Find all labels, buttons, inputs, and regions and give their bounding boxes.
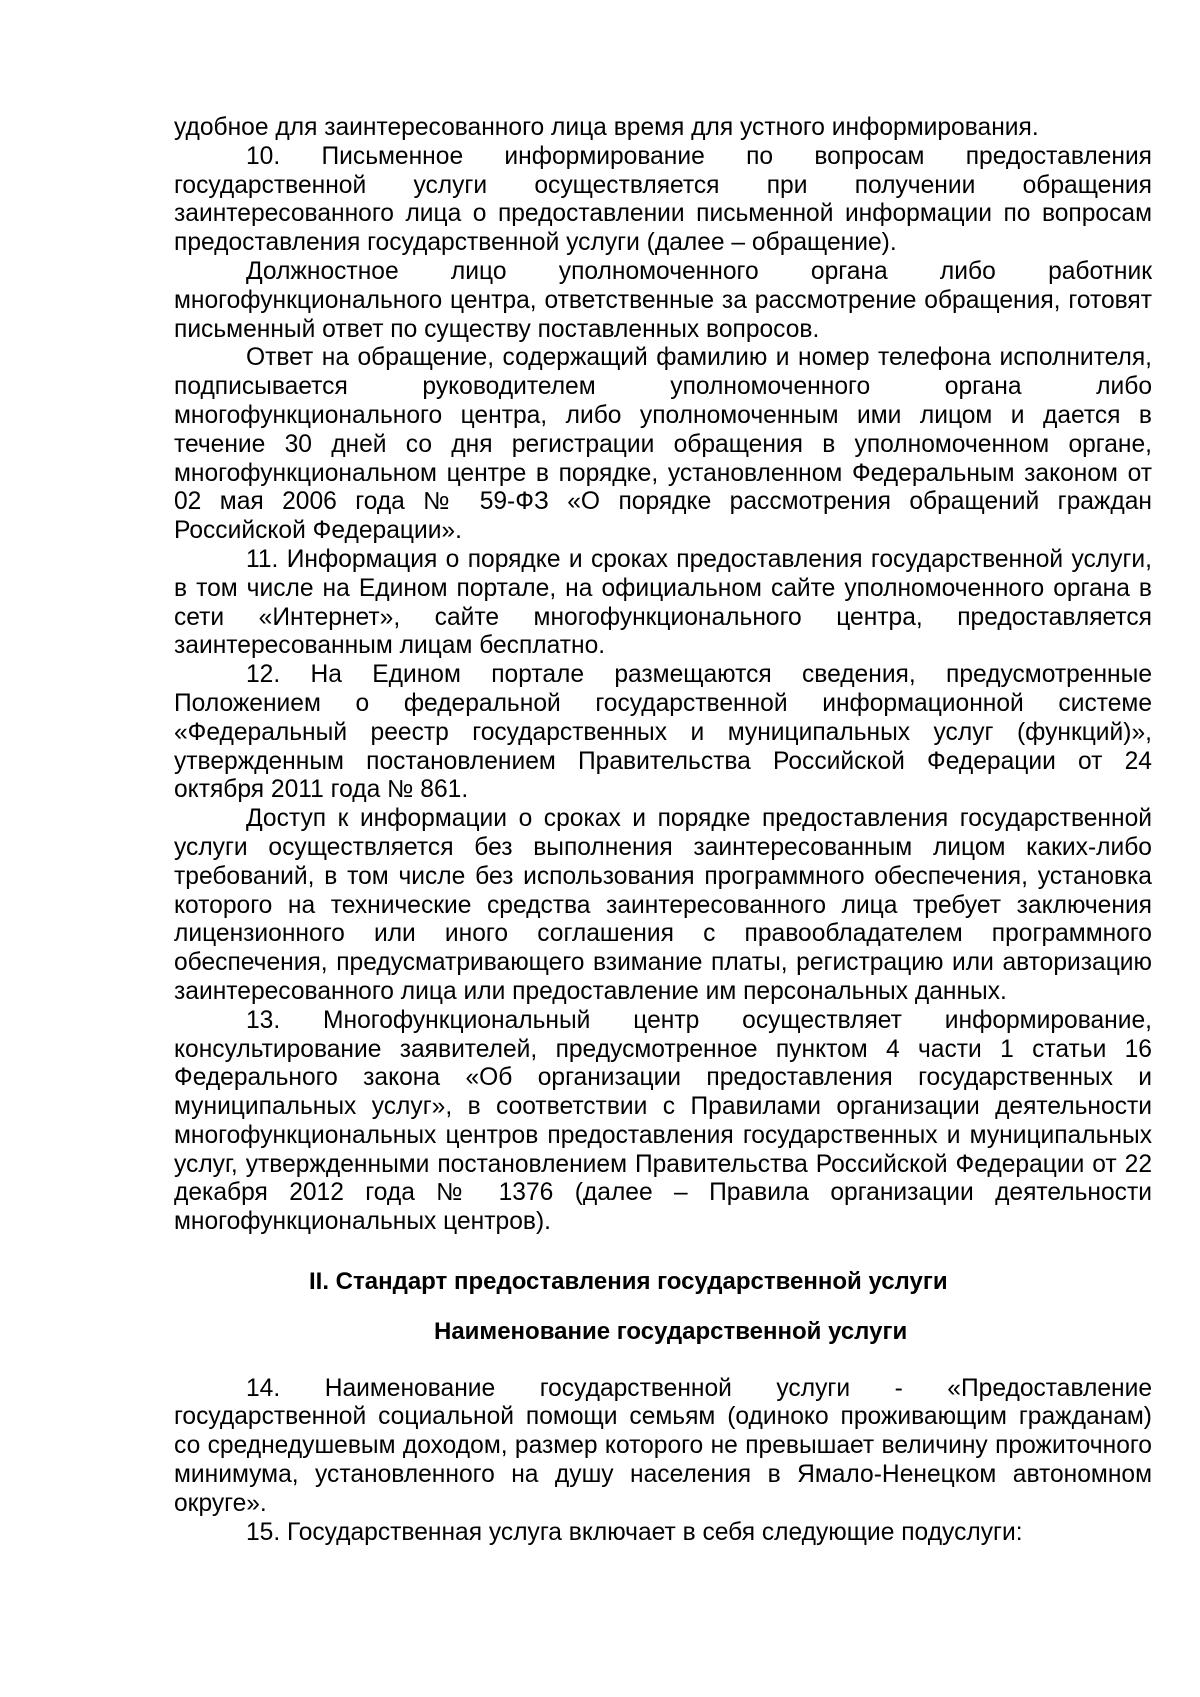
paragraph-official-response: Должностное лицо уполномоченного органа либо работник многофункционального центра, ответственные за рассмотрение обращения, готовят письменный ответ по существу поставленных вопросов. (174, 257, 1152, 343)
paragraph-item-15: 15. Государственная услуга включает в себя следующие подуслуги: (246, 1518, 1023, 1546)
paragraph-continuation: удобное для заинтересованного лица время для устного информирования. (174, 114, 1039, 141)
paragraph-item-12: 12. На Едином портале размещаются сведения, предусмотренные Положением о федеральной государственной информационной системе «Федеральный реестр государственных и муниципальных услуг (функций)», утвержденным постановлением Правительства Российской Федерации от 24 октября 2011 года № 861. (174, 661, 1152, 804)
paragraph-item-13: 13. Многофункциональный центр осуществляет информирование, консультирование заявителей, предусмотренное пунктом 4 части 1 статьи 16 Федерального закона «Об организации предоставления государственных и муниципальных услуг», в соответствии с Правилами организации деятельности многофункциональных центров предоставления государственных и муниципальных услуг, утвержденными постановлением Правительства Российской Федерации от 22 декабря 2012 года № 1376 (далее – Правила организации деятельности многофункциональных центров). (174, 1006, 1152, 1236)
paragraph-access-info: Доступ к информации о сроках и порядке предоставления государственной услуги осуществляется без выполнения заинтересованным лицом каких-либо требований, в том числе без использования программного обеспечения, установка которого на технические средства заинтересованного лица требует заключения лицензионного или иного соглашения с правообладателем программного обеспечения, предусматривающего взимание платы, регистрацию или авторизацию заинтересованного лица или предоставление им персональных данных. (174, 805, 1152, 1005)
document-page (174, 114, 1152, 1547)
paragraph-item-10: 10. Письменное информирование по вопросам предоставления государственной услуги осуществляется при получении обращения заинтересованного лица о предоставлении письменной информации по вопросам предоставления государственной услуги (далее – обращение). (174, 142, 1152, 257)
section-heading: II. Стандарт предоставления государственной услуги (309, 1268, 948, 1296)
subsection-heading: Наименование государственной услуги (434, 1317, 908, 1345)
paragraph-item-11: 11. Информация о порядке и сроках предоставления государственной услуги, в том числе на Едином портале, на официальном сайте уполномоченного органа в сети «Интернет», сайте многофункционального центра, предоставляется заинтересованным лицам бесплатно. (174, 545, 1152, 660)
heading-spacer (174, 1347, 1152, 1375)
paragraph-item-14: 14. Наименование государственной услуги - «Предоставление государственной социальной помощи семьям (одиноко проживающим гражданам) со среднедушевым доходом, размер которого не превышает величину прожиточного минимума, установленного на душу населения в Ямало-Ненецком автономном округе». (174, 1374, 1152, 1517)
paragraph-response-signing: Ответ на обращение, содержащий фамилию и номер телефона исполнителя, подписывается руководителем уполномоченного органа либо многофункционального центра, либо уполномоченным ими лицом и дается в течение 30 дней со дня регистрации обращения в уполномоченном органе, многофункциональном центре в порядке, установленном Федеральным законом от 02 мая 2006 года № 59-ФЗ «О порядке рассмотрения обращений граждан Российской Федерации». (174, 344, 1152, 545)
